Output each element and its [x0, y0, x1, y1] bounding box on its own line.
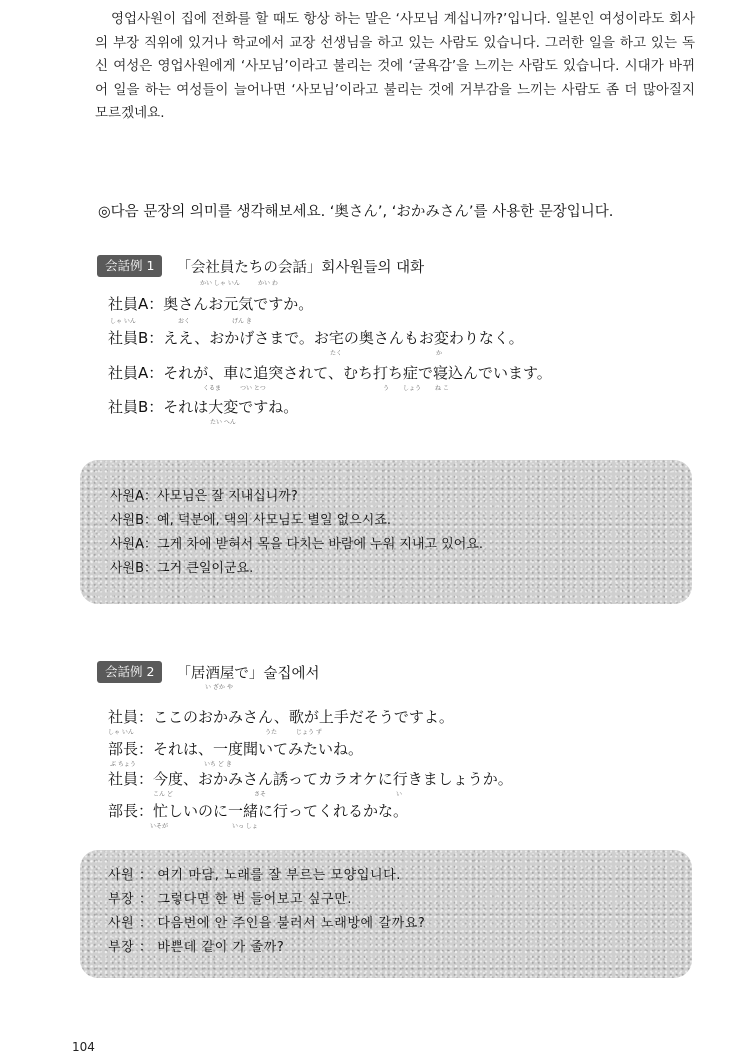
dialogue-line: 部長：それは、一度聞いてみたいね。 [108, 740, 364, 758]
ruby-reading: くるま [203, 385, 222, 392]
example-2-heading [97, 660, 319, 684]
dialogue-line: 社員：ここのおかみさん、歌が上手だそうですよ。 [108, 708, 454, 726]
ruby-reading: さそ [254, 791, 267, 798]
example-2-title: 「居酒屋で」술집에서 [176, 665, 320, 682]
dialogue-line: 社員A：奥さんお元気ですか。 [108, 295, 314, 313]
dialogue-line: 社員B：ええ、おかげさまで。お宅の奥さんもお変わりなく。 [108, 329, 524, 347]
ruby-reading: げん き [232, 318, 252, 325]
translation-line: 사원B：그거 큰일이군요. [110, 561, 254, 576]
ruby-reading: かい わ [258, 280, 278, 287]
dialogue-line: 部長：忙しいのに一緒に行ってくれるかな。 [108, 802, 409, 820]
ruby-reading: いっ しょ [232, 823, 258, 830]
ruby-reading: おく [178, 318, 191, 325]
ruby-reading: たい へん [210, 419, 236, 426]
ruby-reading: たく [330, 350, 343, 357]
translation-line: 사원 ： 여기 마담, 노래를 잘 부르는 모양입니다. [108, 868, 402, 883]
translation-box-1 [80, 460, 692, 604]
ruby-reading: ね こ [435, 385, 449, 392]
translation-line: 부장 ： 그렇다면 한 번 들어보고 싶구만. [108, 892, 353, 907]
example-1-heading [97, 254, 424, 278]
ruby-reading: いそが [150, 823, 169, 830]
translation-line: 사원 ： 다음번에 안 주인을 불러서 노래방에 갈까요? [108, 916, 426, 931]
translation-line: 사원A：그게 차에 받혀서 목을 다치는 바람에 누워 지내고 있어요. [110, 537, 484, 552]
example-2-badge: 会話例 2 [97, 661, 162, 683]
page-number: 104 [72, 1040, 95, 1054]
ruby-reading: い ざか や [205, 684, 233, 691]
ruby-reading: じょう ず [296, 729, 322, 736]
intro-paragraph: 영업사원이 집에 전화를 할 때도 항상 하는 말은 ‘사모님 계십니까?’입니다. 일본인 여성이라도 회사의 부장 직위에 있거나 학교에서 교장 선생님을 하고 있는 사람도 있습니다. 그러한 일을 하고 있는 독신 여성은 영업사원에게 ‘사모님’이라고 불리는 것에 ‘굴욕감’을 느끼는 사람도 있습니다. 시대가 바뀌어 일을 하는 여성들이 늘어나면 ‘사모님’이라고 불리는 것에 거부감을 느끼는 사람도 좀 더 많아질지 모르겠네요. [95, 11, 695, 121]
translation-box-2 [80, 850, 692, 978]
ruby-reading: こん ど [153, 791, 173, 798]
instruction-heading: ◎다음 문장의 의미를 생각해보세요. ‘奥さん’, ‘おかみさん’를 사용한 문장입니다. [98, 204, 614, 220]
ruby-reading: つい とつ [240, 385, 266, 392]
ruby-reading: しゃ いん [108, 729, 134, 736]
example-1-title: 「会社員たちの会話」회사원들의 대화 [176, 259, 425, 276]
ruby-reading: かい しゃ いん [200, 280, 240, 287]
translation-line: 사원B：예, 덕분에, 댁의 사모님도 별일 없으시죠. [110, 513, 392, 528]
ruby-reading: い [396, 791, 403, 798]
translation-line: 부장 ： 바쁜데 같이 가 줄까? [108, 940, 285, 955]
ruby-reading: しゃ いん [110, 318, 136, 325]
example-1-badge: 会話例 1 [97, 255, 162, 277]
ruby-reading: いち ど き [204, 761, 232, 768]
translation-line: 사원A：사모님은 잘 지내십니까? [110, 489, 298, 504]
ruby-reading: か [436, 350, 443, 357]
ruby-reading: うた [265, 729, 278, 736]
dialogue-line: 社員B：それは大変ですね。 [108, 398, 299, 416]
dialogue-line: 社員A：それが、車に追突されて、むち打ち症で寝込んでいます。 [108, 364, 552, 382]
ruby-reading: ぶ ちょう [110, 761, 136, 768]
ruby-reading: う [383, 385, 390, 392]
dialogue-line: 社員：今度、おかみさん誘ってカラオケに行きましょうか。 [108, 770, 513, 788]
ruby-reading: しょう [403, 385, 422, 392]
